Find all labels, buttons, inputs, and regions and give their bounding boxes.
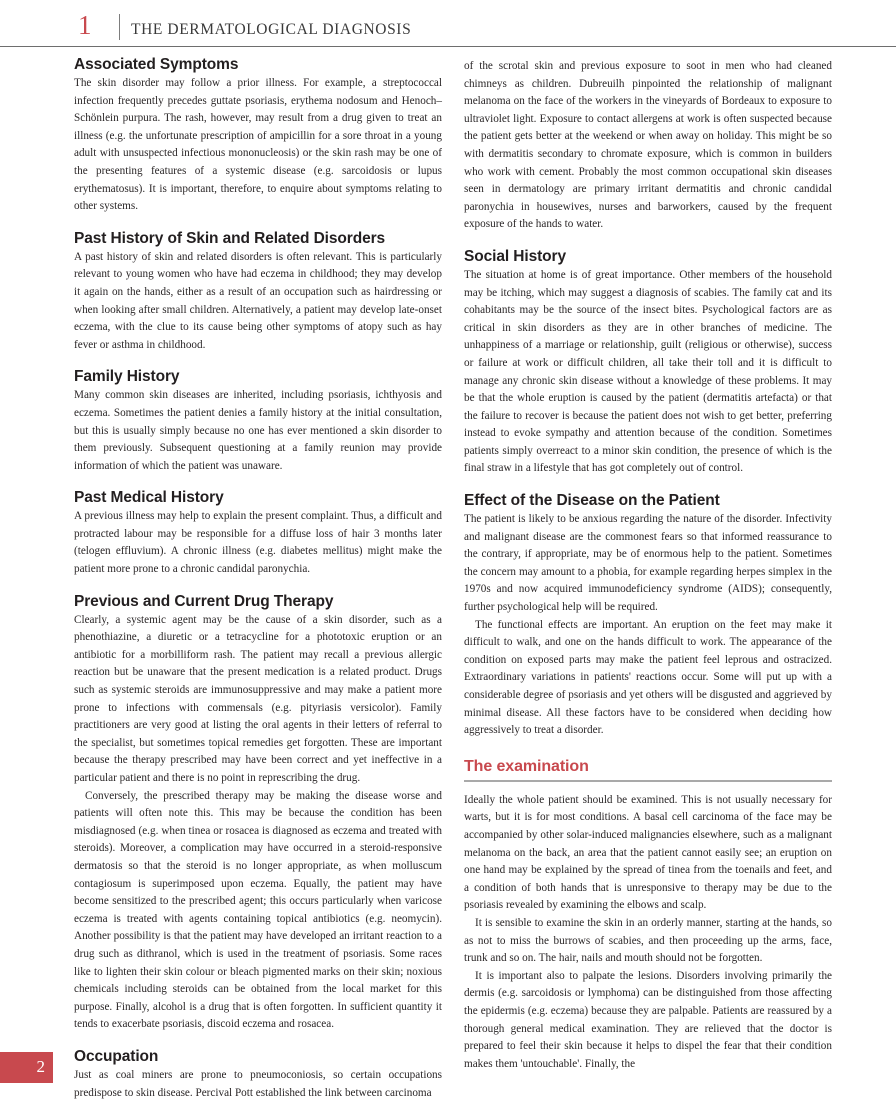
header-divider: [119, 14, 120, 40]
running-header: [0, 0, 896, 48]
paragraph: Conversely, the prescribed therapy may be making the disease worse and patients will often note this. This may be because the condition has been misdiagnosed (e.g. when tinea or rosacea is diagnosed as eczema and treated with steroids). Moreover, a complication may have occurred in a steroid-responsive dermatosis so that the steroid is no longer appropriate, as when molluscum contagiosum is superimposed upon eczema. Equally, the patient may have become sensitized to the prescribed agent; this occurs particularly when varicose eczema is treated with agents containing topical antibiotics (e.g. neomycin). Another possibility is that the patient may have developed an irritant reaction to a drug such as dithranol, which is used in the treatment of psoriasis. Some races like to lighten their skin colour or bleach pigmented marks on their skin; noxious chemicals including steroids can be obtained from the local market for this purpose. Finally, alcohol is a drug that is often forgotten. In sufficient quantity it tends to exacerbate psoriasis, discoid eczema and rosacea.: [74, 789, 442, 1031]
paragraph: It is important also to palpate the lesions. Disorders involving primarily the dermis (e.g. sarcoidosis or lymphoma) can be distinguished from those affecting the epidermis (e.g. eczema) because they are palpable. Patients are reassured by a thorough general medical examination. They are relieved that the doctor is prepared to feel their skin because it helps to dispel the fear that their condition makes them 'untouchable'. Finally, the: [464, 969, 832, 1070]
paragraph: Just as coal miners are prone to pneumoconiosis, so certain occupations predispose to skin disease. Percival Pott established the link between carcinoma: [74, 1068, 442, 1099]
paragraph: Clearly, a systemic agent may be the cause of a skin disorder, such as a phenothiazine, a diuretic or a tetracycline for a phototoxic eruption or an antibiotic for a morbilliform rash. The patient may recall a previous allergic reaction but be unaware that the present medication is a related product. Drugs such as systemic steroids are immunosuppressive and may make a patient more prone to infections with commensals (e.g. pityriasis versicolor). Family practitioners are very good at listing the oral agents in their letters of referral to the specialist, but sometimes topical remedies get forgotten. These are important because the therapy prescribed may have been correct and yet ineffective in a particular patient and there is no point in represcribing the drug.: [74, 613, 442, 784]
section-heading: Associated Symptoms: [74, 56, 239, 73]
paragraph: A past history of skin and related disorders is often relevant. This is particularly relevant to young women who have had eczema in childhood; they may develop it again on the hands, either as a result of an occupation such as hairdressing or when looking after small children. Alternatively, a patient may develop late-onset eczema, with the clue to its cause being other symptoms of atopy such as hay fever or asthma in childhood.: [74, 250, 442, 351]
section-associated-symptoms: [74, 56, 442, 216]
paragraph: of the scrotal skin and previous exposure to soot in men who had cleaned chimneys as children. Dubreuilh pinpointed the relationship of malignant melanoma on the face of the workers in the vineyards of Bordeaux to exposure to ultraviolet light. Exposure to contact allergens at work is often suspected because the patient gets better at the weekend or when away on holiday. This might be so with dermatitis secondary to chromate exposure, which is common in builders who work with cement. Probably the most common occupational skin diseases seen in dermatology are primary irritant dermatitis and chronic candidal paronychia in housewives, nurses and barworkers, caused by the frequent exposure of the hands to water.: [464, 60, 832, 231]
section-effect-on-patient: [464, 492, 832, 740]
section-heading: Family History: [74, 368, 180, 386]
section-heading: Past Medical History: [74, 489, 224, 507]
chapter-number: 1: [78, 10, 92, 40]
section-heading: Effect of the Disease on the Patient: [464, 492, 720, 510]
section-heading: Previous and Current Drug Therapy: [74, 592, 334, 610]
section-heading: Social History: [464, 247, 566, 265]
paragraph: Many common skin diseases are inherited, including psoriasis, ichthyosis and eczema. Sometimes the patient denies a family history at the initial consultation, but this is usually simply because no one has ever mentioned a skin disorder to them previously. Subsequent questioning at a family reunion may provide information of which the patient was unaware.: [74, 389, 442, 472]
section-heading: Past History of Skin and Related Disorders: [74, 229, 386, 247]
paragraph: The skin disorder may follow a prior illness. For example, a streptococcal infection frequently precedes guttate psoriasis, erythema nodosum and Henoch–Schönlein purpura. The rash, however, may result from a drug given to treat an illness (e.g. the unfortunate prescription of ampicillin for a sore throat in a young adult with unsuspected infectious mononucleosis) or the skin rash may be one of the presenting features of a systemic disease (e.g. sarcoidosis or lupus erythematosus). It is important, therefore, to enquire about symptoms relating to other systems.: [74, 77, 442, 213]
paragraph: The situation at home is of great importance. Other members of the household may be itching, which may suggest a diagnosis of scabies. The family cat and its cohabitants may be the source of the insect bites. Psychological factors are as critical in skin disorders as they are in other branches of medicine. The unhappiness of a marriage or relationship, guilt (religious or otherwise), success or failure at work or difficult children, all take their toll and it is difficult to manage any chronic skin disease without a knowledge of these problems. It may be that the whole eruption is caused by the patient (dermatitis artefacta) or that the failure to recover is because the patient does not wish to get better, preferring instead to evoke sympathy and attention because of the condition. Sometimes patients simply overreact to a minor skin condition, the presence of which is the final straw in a lifestyle that has got completely out of control.: [464, 268, 832, 475]
heading-rule: [464, 780, 832, 782]
section-social-history: [464, 248, 832, 478]
section-occupation: [74, 1048, 442, 1102]
paragraph: The patient is likely to be anxious regarding the nature of the disorder. Infectivity and malignant disease are the commonest fears so that informed reassurance to the contrary, if appropriate, may be of enormous help to the patient. Sometimes the concern may amount to a phobia, for example regarding herpes simplex in the 1970s and now acquired immunodeficiency syndrome (AIDS); consequently, further psychological help will be required.: [464, 513, 832, 614]
section-past-medical-history: [74, 489, 442, 578]
paragraph: A previous illness may help to explain the present complaint. Thus, a difficult and protracted labour may be responsible for a diffuse loss of hair 3 months later (telogen effluvium). A chronic illness (e.g. diabetes mellitus) might make the patient more prone to a chronic candidal paronychia.: [74, 510, 442, 576]
section-family-history: [74, 368, 442, 475]
section-occupation-continued: [464, 58, 832, 234]
section-drug-therapy: [74, 593, 442, 1034]
paragraph: The functional effects are important. An eruption on the feet may make it difficult to walk, and one on the hands difficult to work. The appearance of the condition on exposed parts may make the patient feel leprous and ostracized. Extraordinary variations in patients' reactions occur. Some will put up with a considerable degree of psoriasis and yet others will be disgusted and aggrieved by minimal disease. All these factors have to be considered when deciding how aggressively to treat a disorder.: [464, 618, 832, 737]
chapter-title: THE DERMATOLOGICAL DIAGNOSIS: [131, 21, 412, 38]
page-number-tab: [0, 1052, 53, 1083]
section-past-history-skin: [74, 230, 442, 355]
paragraph: Ideally the whole patient should be examined. This is not usually necessary for warts, but it is for most conditions. A basal cell carcinoma of the face may be accompanied by other solar-induced malignancies elsewhere, such as a malignant melanoma on the back, an area that the patient cannot easily see; an eruption on one hand may be explained by the spread of tinea from the toenails and feet, and a condition of both hands that is unresponsive to therapy may be due to the psoriasis revealed by examining the elbows and scalp.: [464, 793, 832, 912]
section-examination: [464, 758, 832, 1074]
page-number: 2: [36, 1057, 45, 1076]
major-heading: The examination: [464, 757, 589, 775]
header-rule: [0, 46, 896, 47]
section-heading: Occupation: [74, 1047, 159, 1065]
paragraph: It is sensible to examine the skin in an orderly manner, starting at the hands, so as not to miss the burrows of scabies, and then proceeding up the arms, face, trunk and so on. The hair, nails and mouth should not be forgotten.: [464, 916, 832, 965]
left-column: [74, 56, 442, 1102]
right-column: [464, 58, 832, 1073]
